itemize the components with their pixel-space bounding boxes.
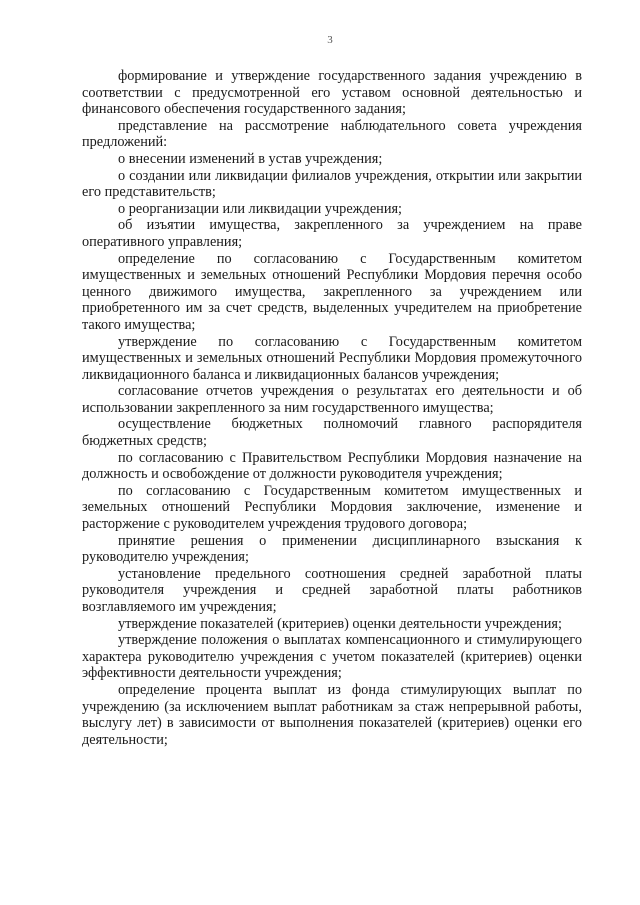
paragraph: о внесении изменений в устав учреждения; [118, 150, 383, 167]
page-number: 3 [327, 34, 333, 46]
paragraph: о создании или ликвидации филиалов учреждения, открытии или закрытии его представительств; [82, 167, 582, 201]
paragraph: утверждение по согласованию с Государственным комитетом имущественных и земельных отношений Республики Мордовия промежуточного ликвидационного баланса и ликвидационных балансов учреждения; [82, 333, 582, 383]
document-body [82, 68, 582, 748]
paragraph: представление на рассмотрение наблюдательного совета учреждения предложений: [82, 117, 582, 151]
paragraph: по согласованию с Государственным комитетом имущественных и земельных отношений Республики Мордовия заключение, изменение и расторжение с руководителем учреждения трудового договора; [82, 482, 582, 533]
paragraph: об изъятии имущества, закрепленного за учреждением на праве оперативного управления; [82, 217, 582, 250]
paragraph: согласование отчетов учреждения о результатах его деятельности и об использовании закрепленного за ним государственного имущества; [82, 383, 582, 416]
paragraph: о реорганизации или ликвидации учреждения; [118, 200, 403, 217]
paragraph: по согласованию с Правительством Республики Мордовия назначение на должность и освобождение от должности руководителя учреждения; [82, 449, 582, 483]
paragraph: определение процента выплат из фонда стимулирующих выплат по учреждению (за исключением выплат работникам за стаж непрерывной работы, выслугу лет) в зависимости от выполнения показателей (критериев) оценки его деятельности; [82, 681, 582, 748]
paragraph: осуществление бюджетных полномочий главного распорядителя бюджетных средств; [82, 416, 582, 450]
paragraph: установление предельного соотношения средней заработной платы руководителя учреждения и средней заработной платы работников возглавляемого им учреждения; [82, 565, 582, 615]
paragraph: принятие решения о применении дисциплинарного взыскания к руководителю учреждения; [82, 532, 582, 566]
paragraph: утверждение положения о выплатах компенсационного и стимулирующего характера руководителю учреждения с учетом показателей (критериев) оценки эффективности деятельности учреждения; [82, 632, 582, 682]
paragraph: формирование и утверждение государственного задания учреждению в соответствии с предусмотренной его уставом основной деятельностью и финансового обеспечения государственного задания; [82, 68, 582, 118]
paragraph: определение по согласованию с Государственным комитетом имущественных и земельных отношений Республики Мордовия перечня особо ценного движимого имущества, закрепленного за учреждением или приобретенного им за счет средств, выделенных учредителем на приобретение такого имущества; [82, 250, 582, 333]
paragraph: утверждение показателей (критериев) оценки деятельности учреждения; [118, 615, 562, 632]
